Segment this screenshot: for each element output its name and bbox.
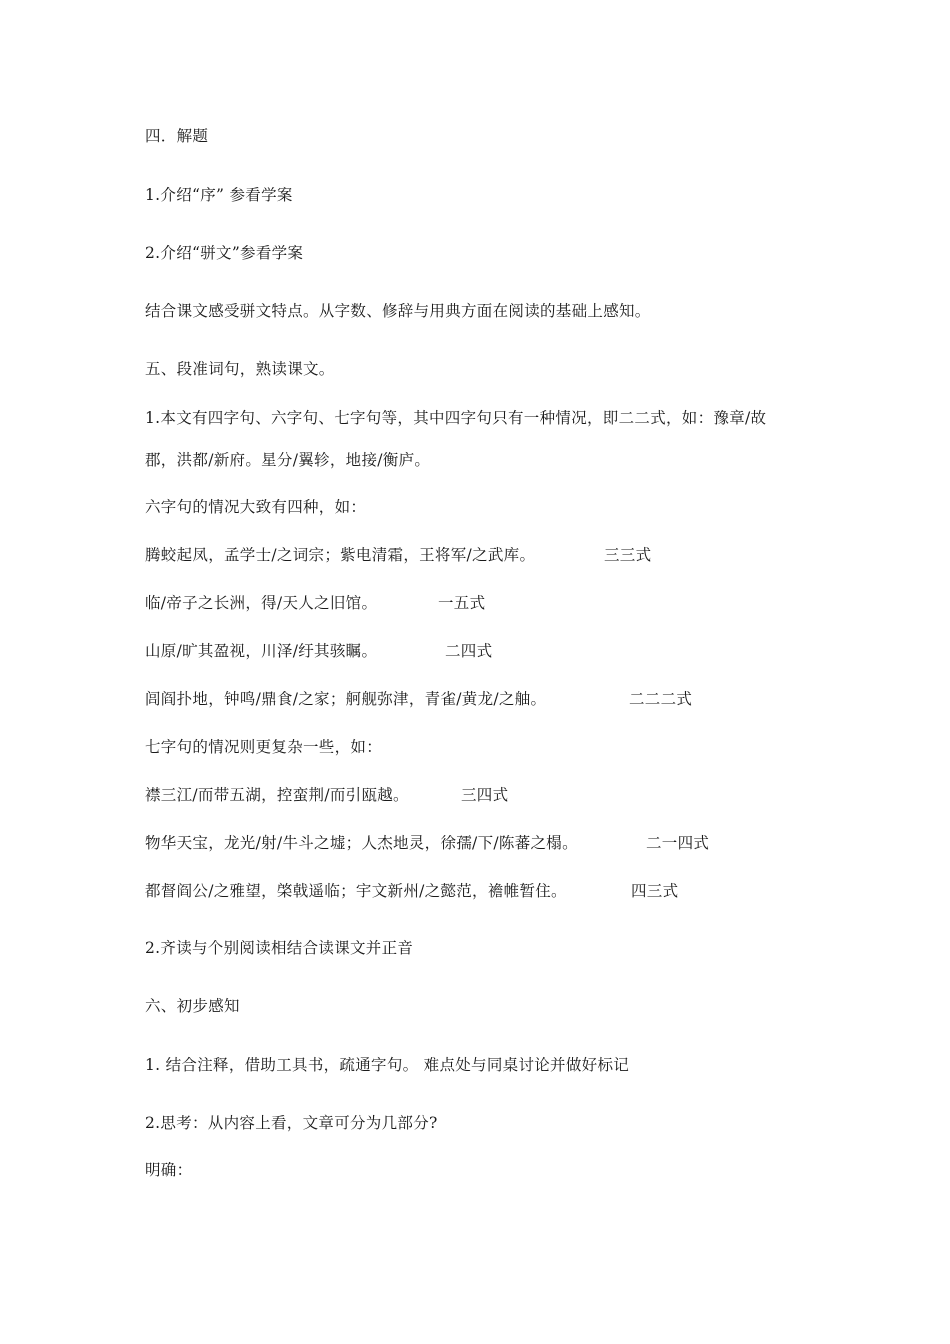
pattern-label: 二一四式 (646, 834, 710, 852)
six-char-example (145, 593, 486, 613)
pattern-label: 二四式 (445, 642, 493, 660)
item-4-1: 1.介绍“序” 参看学案 (145, 186, 293, 204)
pattern-label: 四三式 (631, 882, 679, 900)
example-text: 腾蛟起凤，孟学士/之词宗；紫电清霜，王将军/之武库。 (145, 546, 536, 564)
pattern-label: 二二二式 (629, 690, 693, 708)
paragraph-pianwen: 结合课文感受骈文特点。从字数、修辞与用典方面在阅读的基础上感知。 (145, 302, 651, 320)
six-char-example (145, 689, 693, 709)
seven-char-intro: 七字句的情况则更复杂一些，如： (145, 738, 383, 756)
six-char-example (145, 545, 652, 565)
six-char-example (145, 641, 493, 661)
item-6-2: 2.思考：从内容上看，文章可分为几部分? (145, 1114, 438, 1132)
answer-label: 明确： (145, 1161, 193, 1179)
six-char-intro: 六字句的情况大致有四种，如： (145, 498, 367, 516)
example-text: 临/帝子之长洲，得/天人之旧馆。 (145, 594, 378, 612)
pattern-label: 一五式 (438, 594, 486, 612)
item-4-2: 2.介绍“骈文”参看学案 (145, 244, 304, 262)
example-text: 都督阎公/之雅望，棨戟遥临；宇文新州/之懿范，襜帷暂住。 (145, 882, 567, 900)
item-6-1: 1. 结合注释，借助工具书，疏通字句。 难点处与同桌讨论并做好标记 (145, 1056, 630, 1074)
section-heading-5: 五、段准词句，熟读课文。 (145, 360, 335, 378)
section-heading-6: 六、初步感知 (145, 997, 240, 1015)
item-5-1-line1: 1.本文有四字句、六字句、七字句等，其中四字句只有一种情况，即二二式，如：豫章/故 (145, 409, 767, 427)
example-text: 闾阎扑地，钟鸣/鼎食/之家；舸舰弥津，青雀/黄龙/之舳。 (145, 690, 547, 708)
example-text: 物华天宝，龙光/射/牛斗之墟；人杰地灵，徐孺/下/陈蕃之榻。 (145, 834, 578, 852)
pattern-label: 三四式 (461, 786, 509, 804)
section-heading-4: 四．解题 (145, 127, 209, 145)
example-text: 山原/旷其盈视，川泽/纡其骇瞩。 (145, 642, 378, 660)
item-5-2: 2.齐读与个别阅读相结合读课文并正音 (145, 939, 414, 957)
seven-char-example (145, 785, 509, 805)
seven-char-example (145, 833, 710, 853)
pattern-label: 三三式 (604, 546, 652, 564)
item-5-1-line2: 郡，洪都/新府。星分/翼轸，地接/衡庐。 (145, 451, 431, 469)
seven-char-example (145, 881, 679, 901)
example-text: 襟三江/而带五湖，控蛮荆/而引瓯越。 (145, 786, 409, 804)
